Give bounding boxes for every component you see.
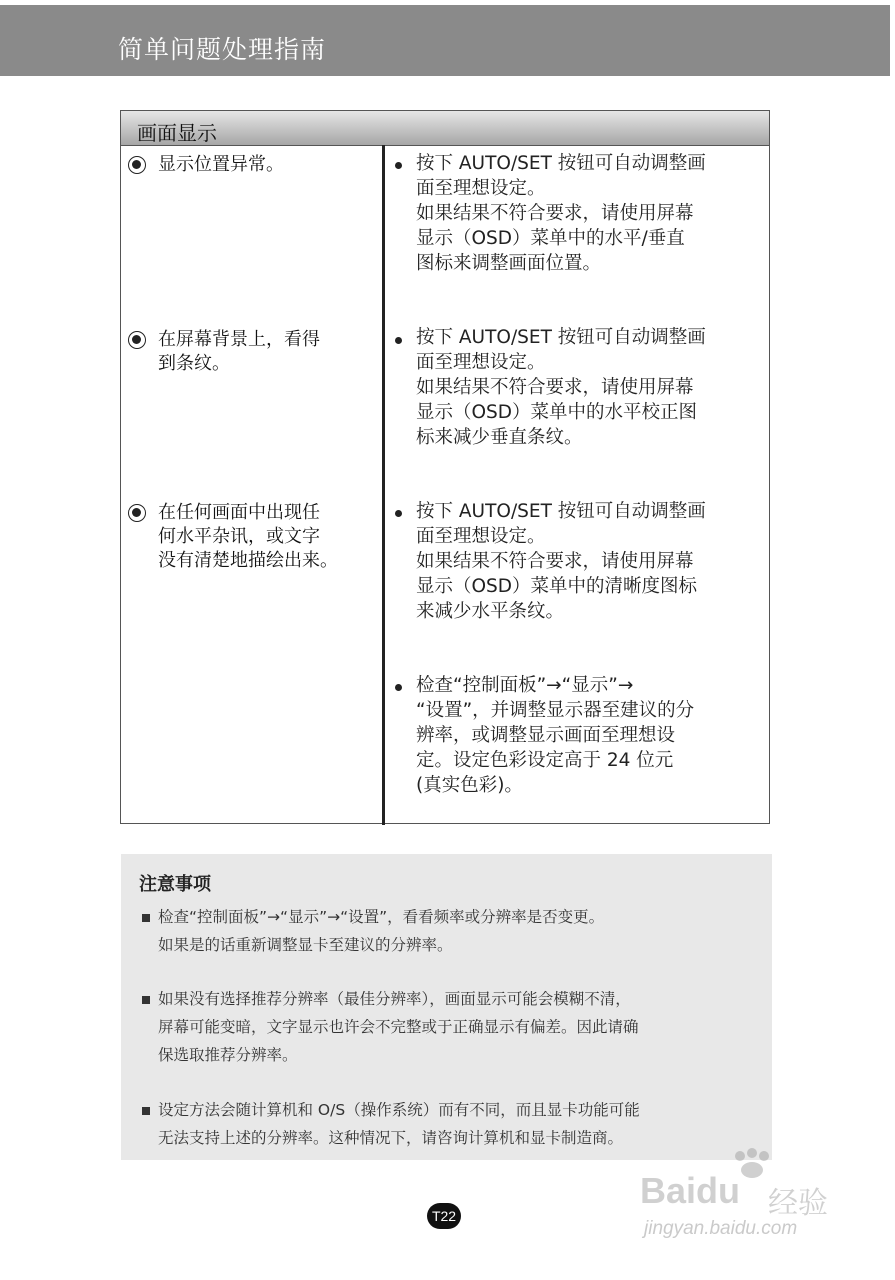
note-line: 如果没有选择推荐分辨率（最佳分辨率），画面显示可能会模糊不清， <box>158 990 631 1008</box>
column-divider <box>382 145 385 825</box>
symptom-text <box>158 153 373 177</box>
note-bullet-icon <box>142 1107 150 1115</box>
solution-bullet-icon <box>395 684 402 691</box>
solution-line: 显示（OSD）菜单中的水平/垂直 <box>416 228 685 249</box>
symptom-line: 到条纹。 <box>158 353 230 374</box>
note-line: 设定方法会随计算机和 O/S（操作系统）而有不同，而且显卡功能可能 <box>158 1101 640 1119</box>
solution-line: 按下 AUTO/SET 按钮可自动调整画 <box>416 501 706 522</box>
note-line: 无法支持上述的分辨率。这种情况下，请咨询计算机和显卡制造商。 <box>158 1129 624 1147</box>
note-item <box>158 1096 758 1152</box>
solution-bullet-icon <box>395 162 402 169</box>
note-bullet-icon <box>142 996 150 1004</box>
page-title: 简单问题处理指南 <box>118 35 327 64</box>
solution-line: 显示（OSD）菜单中的水平校正图 <box>416 402 698 423</box>
solution-line: 如果结果不符合要求，请使用屏幕 <box>416 551 694 572</box>
solution-line: 定。设定色彩设定高于 24 位元 <box>416 750 674 771</box>
table-title: 画面显示 <box>137 121 217 145</box>
solution-text <box>416 673 756 798</box>
note-bullet-icon <box>142 914 150 922</box>
solution-line: 按下 AUTO/SET 按钮可自动调整画 <box>416 153 706 174</box>
solution-line: 图标来调整画面位置。 <box>416 253 602 274</box>
solution-line: (真实色彩)。 <box>416 775 523 796</box>
solution-line: 来减少水平条纹。 <box>416 601 565 622</box>
solution-line: 如果结果不符合要求，请使用屏幕 <box>416 377 694 398</box>
watermark-logo: Baidu <box>640 1170 741 1211</box>
symptom-bullet-icon <box>128 156 146 174</box>
symptom-text <box>158 501 373 573</box>
solution-text <box>416 499 756 624</box>
solution-line: 按下 AUTO/SET 按钮可自动调整画 <box>416 327 706 348</box>
notes-box <box>121 854 772 1160</box>
note-line: 保选取推荐分辨率。 <box>158 1046 298 1064</box>
symptom-line: 在任何画面中出现任 <box>158 502 320 523</box>
table-header <box>121 111 769 146</box>
solution-text <box>416 325 756 450</box>
solution-text <box>416 151 756 276</box>
page-number-badge: T22 <box>427 1203 461 1229</box>
notes-title: 注意事项 <box>139 874 211 895</box>
symptom-line: 没有清楚地描绘出来。 <box>158 550 338 571</box>
symptom-text <box>158 328 373 376</box>
symptom-line: 何水平杂讯，或文字 <box>158 526 320 547</box>
note-line: 如果是的话重新调整显卡至建议的分辨率。 <box>158 936 453 954</box>
solution-line: 显示（OSD）菜单中的清晰度图标 <box>416 576 698 597</box>
solution-line: 面至理想设定。 <box>416 526 546 547</box>
solution-line: 如果结果不符合要求，请使用屏幕 <box>416 203 694 224</box>
solution-bullet-icon <box>395 510 402 517</box>
troubleshooting-table <box>120 110 770 824</box>
note-line: 检查“控制面板”→“显示”→“设置”，看看频率或分辨率是否变更。 <box>158 908 605 926</box>
solution-line: 面至理想设定。 <box>416 352 546 373</box>
watermark-url: jingyan.baidu.com <box>644 1218 798 1239</box>
symptom-bullet-icon <box>128 331 146 349</box>
symptom-line: 显示位置异常。 <box>158 154 284 175</box>
note-item <box>158 985 758 1069</box>
solution-line: 辨率，或调整显示画面至理想设 <box>416 725 676 746</box>
solution-line: 标来减少垂直条纹。 <box>416 427 583 448</box>
symptom-bullet-icon <box>128 504 146 522</box>
note-line: 屏幕可能变暗，文字显示也许会不完整或于正确显示有偏差。因此请确 <box>158 1018 639 1036</box>
symptom-line: 在屏幕背景上，看得 <box>158 329 320 350</box>
solution-line: 面至理想设定。 <box>416 178 546 199</box>
watermark-brand: 经验 <box>768 1186 828 1221</box>
solution-bullet-icon <box>395 337 402 344</box>
solution-line: 检查“控制面板”→“显示”→ <box>416 675 634 696</box>
note-item <box>158 903 758 959</box>
baidu-watermark <box>640 1148 850 1248</box>
solution-line: “设置”，并调整显示器至建议的分 <box>416 700 695 721</box>
